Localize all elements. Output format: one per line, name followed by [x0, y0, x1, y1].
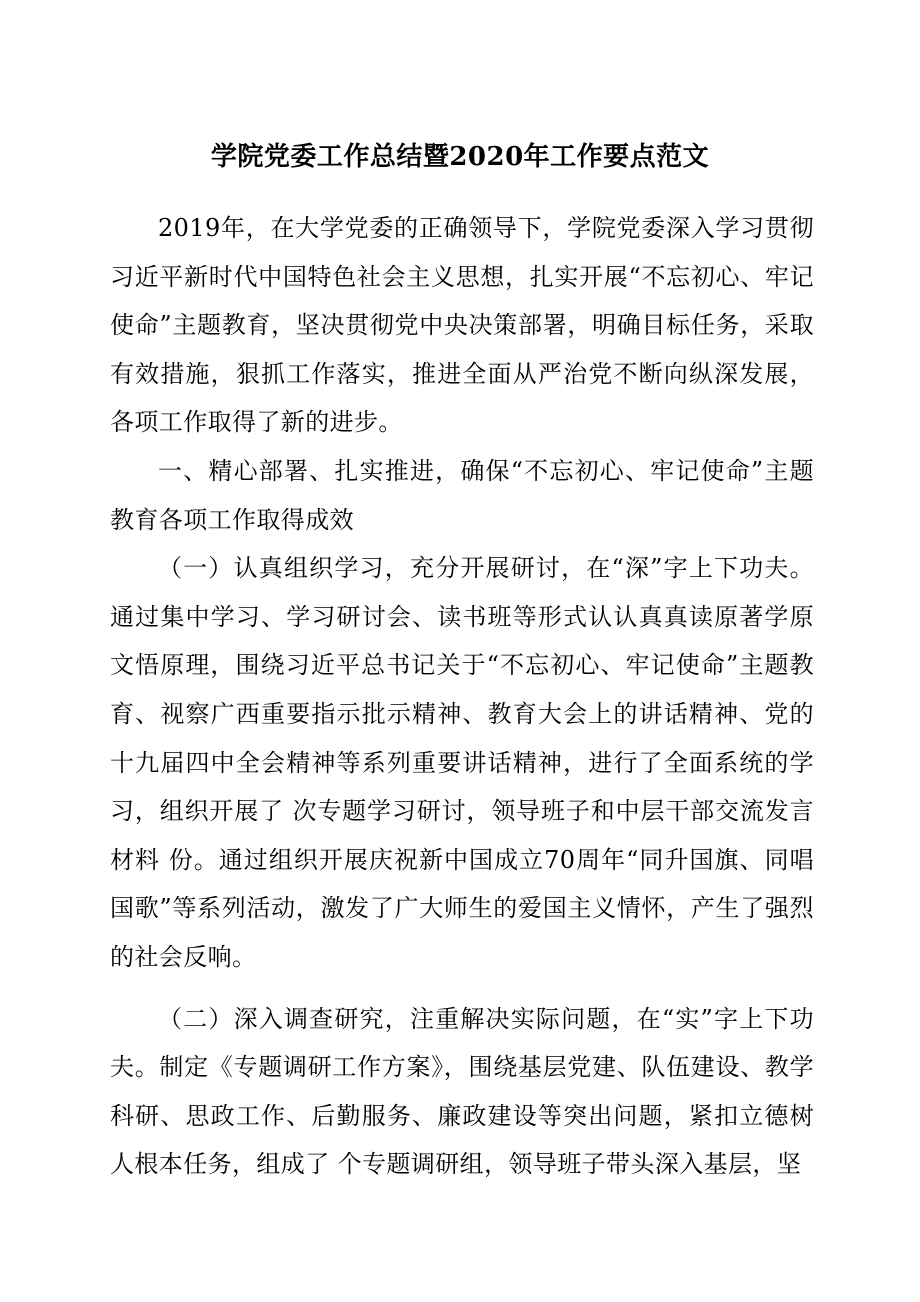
paragraph-research: （二）深入调查研究，注重解决实际问题，在“实”字上下功夫。制定《专题调研工作方案》，围绕基层党建、队伍建设、教学科研、思政工作、后勤服务、廉政建设等突出问题，紧扣立德树人根本任务，组成了 个专题调研组，领导班子带头深入基层，坚 [110, 1004, 814, 1179]
paragraph-study: （一）认真组织学习，充分开展研讨，在“深”字上下功夫。通过集中学习、学习研讨会、读书班等形式认认真真读原著学原文悟原理，围绕习近平总书记关于“不忘初心、牢记使命”主题教育、视察广西重要指示批示精神、教育大会上的讲话精神、党的十九届四中全会精神等系列重要讲话精神，进行了全面系统的学习，组织开展了 次专题学习研讨，领导班子和中层干部交流发言材料 份。通过组织开展庆祝新中国成立70周年“同升国旗、同唱国歌”等系列活动，激发了广大师生的爱国主义情怀，产生了强烈的社会反响。 [110, 554, 814, 971]
paragraph-intro: 2019年，在大学党委的正确领导下，学院党委深入学习贯彻习近平新时代中国特色社会主义思想，扎实开展“不忘初心、牢记使命”主题教育，坚决贯彻党中央决策部署，明确目标任务，采取有效措施，狠抓工作落实，推进全面从严治党不断向纵深发展，各项工作取得了新的进步。 [110, 214, 814, 437]
document-title: 学院党委工作总结暨2020年工作要点范文 [210, 142, 710, 172]
section-heading-1: 一、精心部署、扎实推进，确保“不忘初心、牢记使命”主题教育各项工作取得成效 [110, 456, 814, 534]
document-body [110, 204, 814, 1189]
